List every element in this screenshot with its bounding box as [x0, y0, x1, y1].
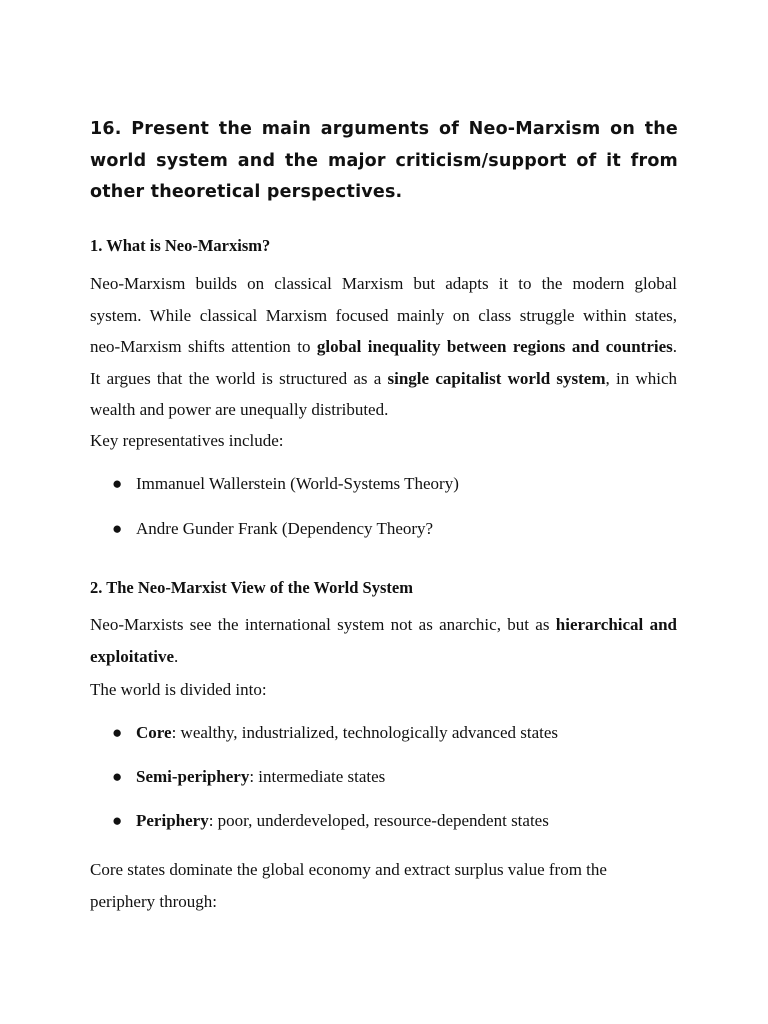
text-run: .: [672, 337, 678, 356]
list-item-term: Periphery: [136, 811, 209, 830]
paragraph-line: The world is divided into:: [90, 680, 267, 699]
list-item-text: : poor, underdeveloped, resource-dependent states: [208, 811, 549, 830]
paragraph-line: Key representatives include:: [90, 431, 284, 450]
text-run: Neo-Marxists see the international system not as anarchic, but as: [90, 615, 556, 634]
list-item-text: : intermediate states: [249, 767, 386, 786]
section2-paragraph: [90, 609, 677, 672]
list-item: [112, 766, 385, 788]
list-item-text: Immanuel Wallerstein (World-Systems Theory): [136, 474, 459, 493]
bullet-icon: ●: [112, 474, 123, 493]
bullet-icon: ●: [112, 811, 123, 830]
paragraph-line: system. While classical Marxism focused mainly on class struggle within states,: [90, 305, 677, 325]
list-item-text: : wealthy, industrialized, technologically advanced states: [171, 723, 559, 742]
list-item-term: Core: [136, 723, 172, 742]
text-run: It argues that the world is structured as a: [90, 368, 388, 388]
paragraph-line: [90, 609, 677, 641]
emphasis-text: single capitalist world system: [387, 368, 606, 388]
paragraph-line: [90, 641, 677, 673]
paragraph-line: wealth and power are unequally distributed.: [90, 400, 389, 419]
list-item: [112, 810, 549, 832]
bullet-icon: ●: [112, 723, 123, 742]
bullet-icon: ●: [112, 767, 123, 786]
key-representatives-intro: [90, 425, 677, 457]
section1-paragraph: [90, 268, 677, 426]
list-item-term: Semi-periphery: [136, 767, 250, 786]
list-item: [112, 722, 558, 744]
emphasis-text: hierarchical and: [555, 615, 677, 634]
world-divided-intro: [90, 674, 677, 706]
text-run: neo-Marxism shifts attention to: [90, 337, 317, 356]
paragraph-line: periphery through:: [90, 891, 217, 911]
section-heading-world-system-view: 2. The Neo-Marxist View of the World System: [90, 578, 413, 597]
closing-paragraph: [90, 854, 677, 917]
list-item-text: Andre Gunder Frank (Dependency Theory?: [136, 519, 434, 538]
list-item: [112, 473, 459, 495]
document-title: 16. Present the main arguments of Neo-Marxism on the world system and the major criticism/support of it from other theoretical perspectives.: [90, 119, 678, 202]
paragraph-line: [90, 363, 677, 395]
emphasis-text: global inequality between regions and countries: [316, 337, 673, 356]
text-run: .: [174, 646, 179, 666]
bullet-icon: ●: [112, 519, 123, 538]
emphasis-text: exploitative: [90, 646, 175, 666]
paragraph-line: Core states dominate the global economy and extract surplus value from the: [90, 860, 607, 879]
text-run: , in which: [605, 368, 677, 388]
paragraph-line: Neo-Marxism builds on classical Marxism but adapts it to the modern global: [90, 274, 677, 293]
list-item: [112, 518, 433, 540]
section-heading-what-is-neo-marxism: 1. What is Neo-Marxism?: [90, 236, 271, 255]
paragraph-line: [90, 331, 677, 363]
